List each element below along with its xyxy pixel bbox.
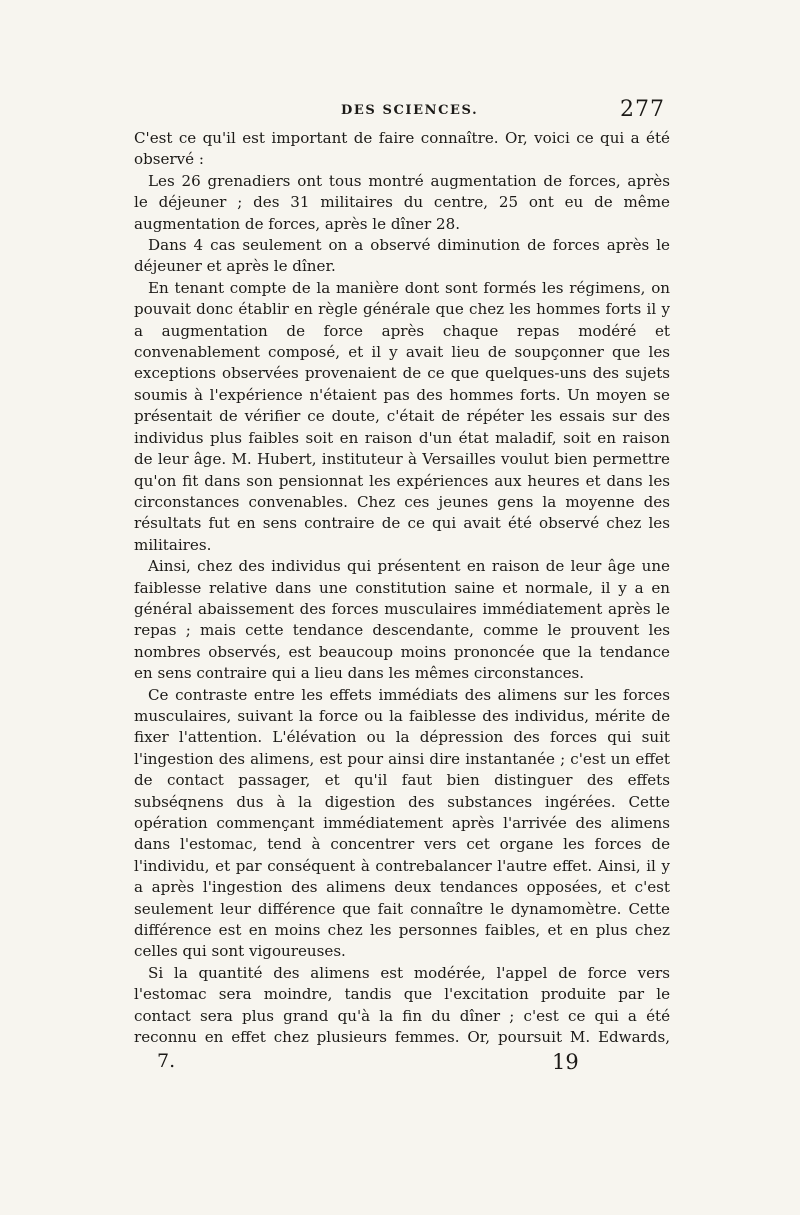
page-footer xyxy=(0,1050,800,1080)
paragraph: Ce contraste entre les effets immédiats des alimens sur les forces musculaires, suivant la force ou la faiblesse des individus, mérite de fixer l'attention. L'élévation ou la dépression des forces qui suit l'ingestion des alimens, est pour ainsi dire instantanée ; c'est un effet de contact passager, et qu'il faut bien distinguer des effets subséqnens dus à la digestion des substances ingérées. Cette opération commençant immédiatement après l'arrivée des alimens dans l'estomac, tend à concentrer vers cet organe les forces de l'individu, et par conséquent à contrebalancer l'autre effet. Ainsi, il y a après l'ingestion des alimens deux tendances opposées, et c'est seulement leur différence que fait connaître le dynamomètre. Cette différence est en moins chez les personnes faibles, et en plus chez celles qui sont vigoureuses. xyxy=(134,685,670,961)
gathering-number: 19 xyxy=(552,1050,579,1074)
page-number: 277 xyxy=(620,97,665,122)
body-text xyxy=(134,128,670,1050)
paragraph: Si la quantité des alimens est modérée, l'appel de force vers l'estomac sera moindre, tandis que l'excitation produite par le contact sera plus grand qu'à la fin du dîner ; c'est ce qui a été reconnu en effet chez plusieurs femmes. Or, poursuit M. Edwards, xyxy=(134,963,670,1047)
running-title: DES SCIENCES. xyxy=(341,103,479,118)
paragraph: Dans 4 cas seulement on a observé diminution de forces après le déjeuner et après le dîner. xyxy=(134,236,670,276)
paragraph: Ainsi, chez des individus qui présentent en raison de leur âge une faiblesse relative dans une constitution saine et normale, il y a en général abaissement des forces musculaires immédiatement après le repas ; mais cette tendance descendante, comme le prouvent les nombres observés, est beaucoup moins prononcée que la tendance en sens contraire qui a lieu dans les mêmes circonstances. xyxy=(134,557,670,683)
signature-mark: 7. xyxy=(157,1050,176,1072)
paragraph: C'est ce qu'il est important de faire connaître. Or, voici ce qui a été observé : xyxy=(134,129,670,169)
running-head xyxy=(0,97,800,127)
paragraph: En tenant compte de la manière dont sont formés les régimens, on pouvait donc établir en règle générale que chez les hommes forts il y a augmentation de force après chaque repas modéré et convenablement composé, et il y avait lieu de soupçonner que les exceptions observées provenaient de ce que quelques-uns des sujets soumis à l'expérience n'étaient pas des hommes forts. Un moyen se présentait de vérifier ce doute, c'était de répéter les essais sur des individus plus faibles soit en raison d'un état maladif, soit en raison de leur âge. M. Hubert, instituteur à Versailles voulut bien permettre qu'on fit dans son pensionnat les expériences aux heures et dans les circonstances convenables. Chez ces jeunes gens la moyenne des résultats fut en sens contraire de ce qui avait été observé chez les militaires. xyxy=(134,278,670,554)
paragraph: Les 26 grenadiers ont tous montré augmentation de forces, après le déjeuner ; des 31 militaires du centre, 25 ont eu de même augmentation de forces, après le dîner 28. xyxy=(134,171,670,233)
